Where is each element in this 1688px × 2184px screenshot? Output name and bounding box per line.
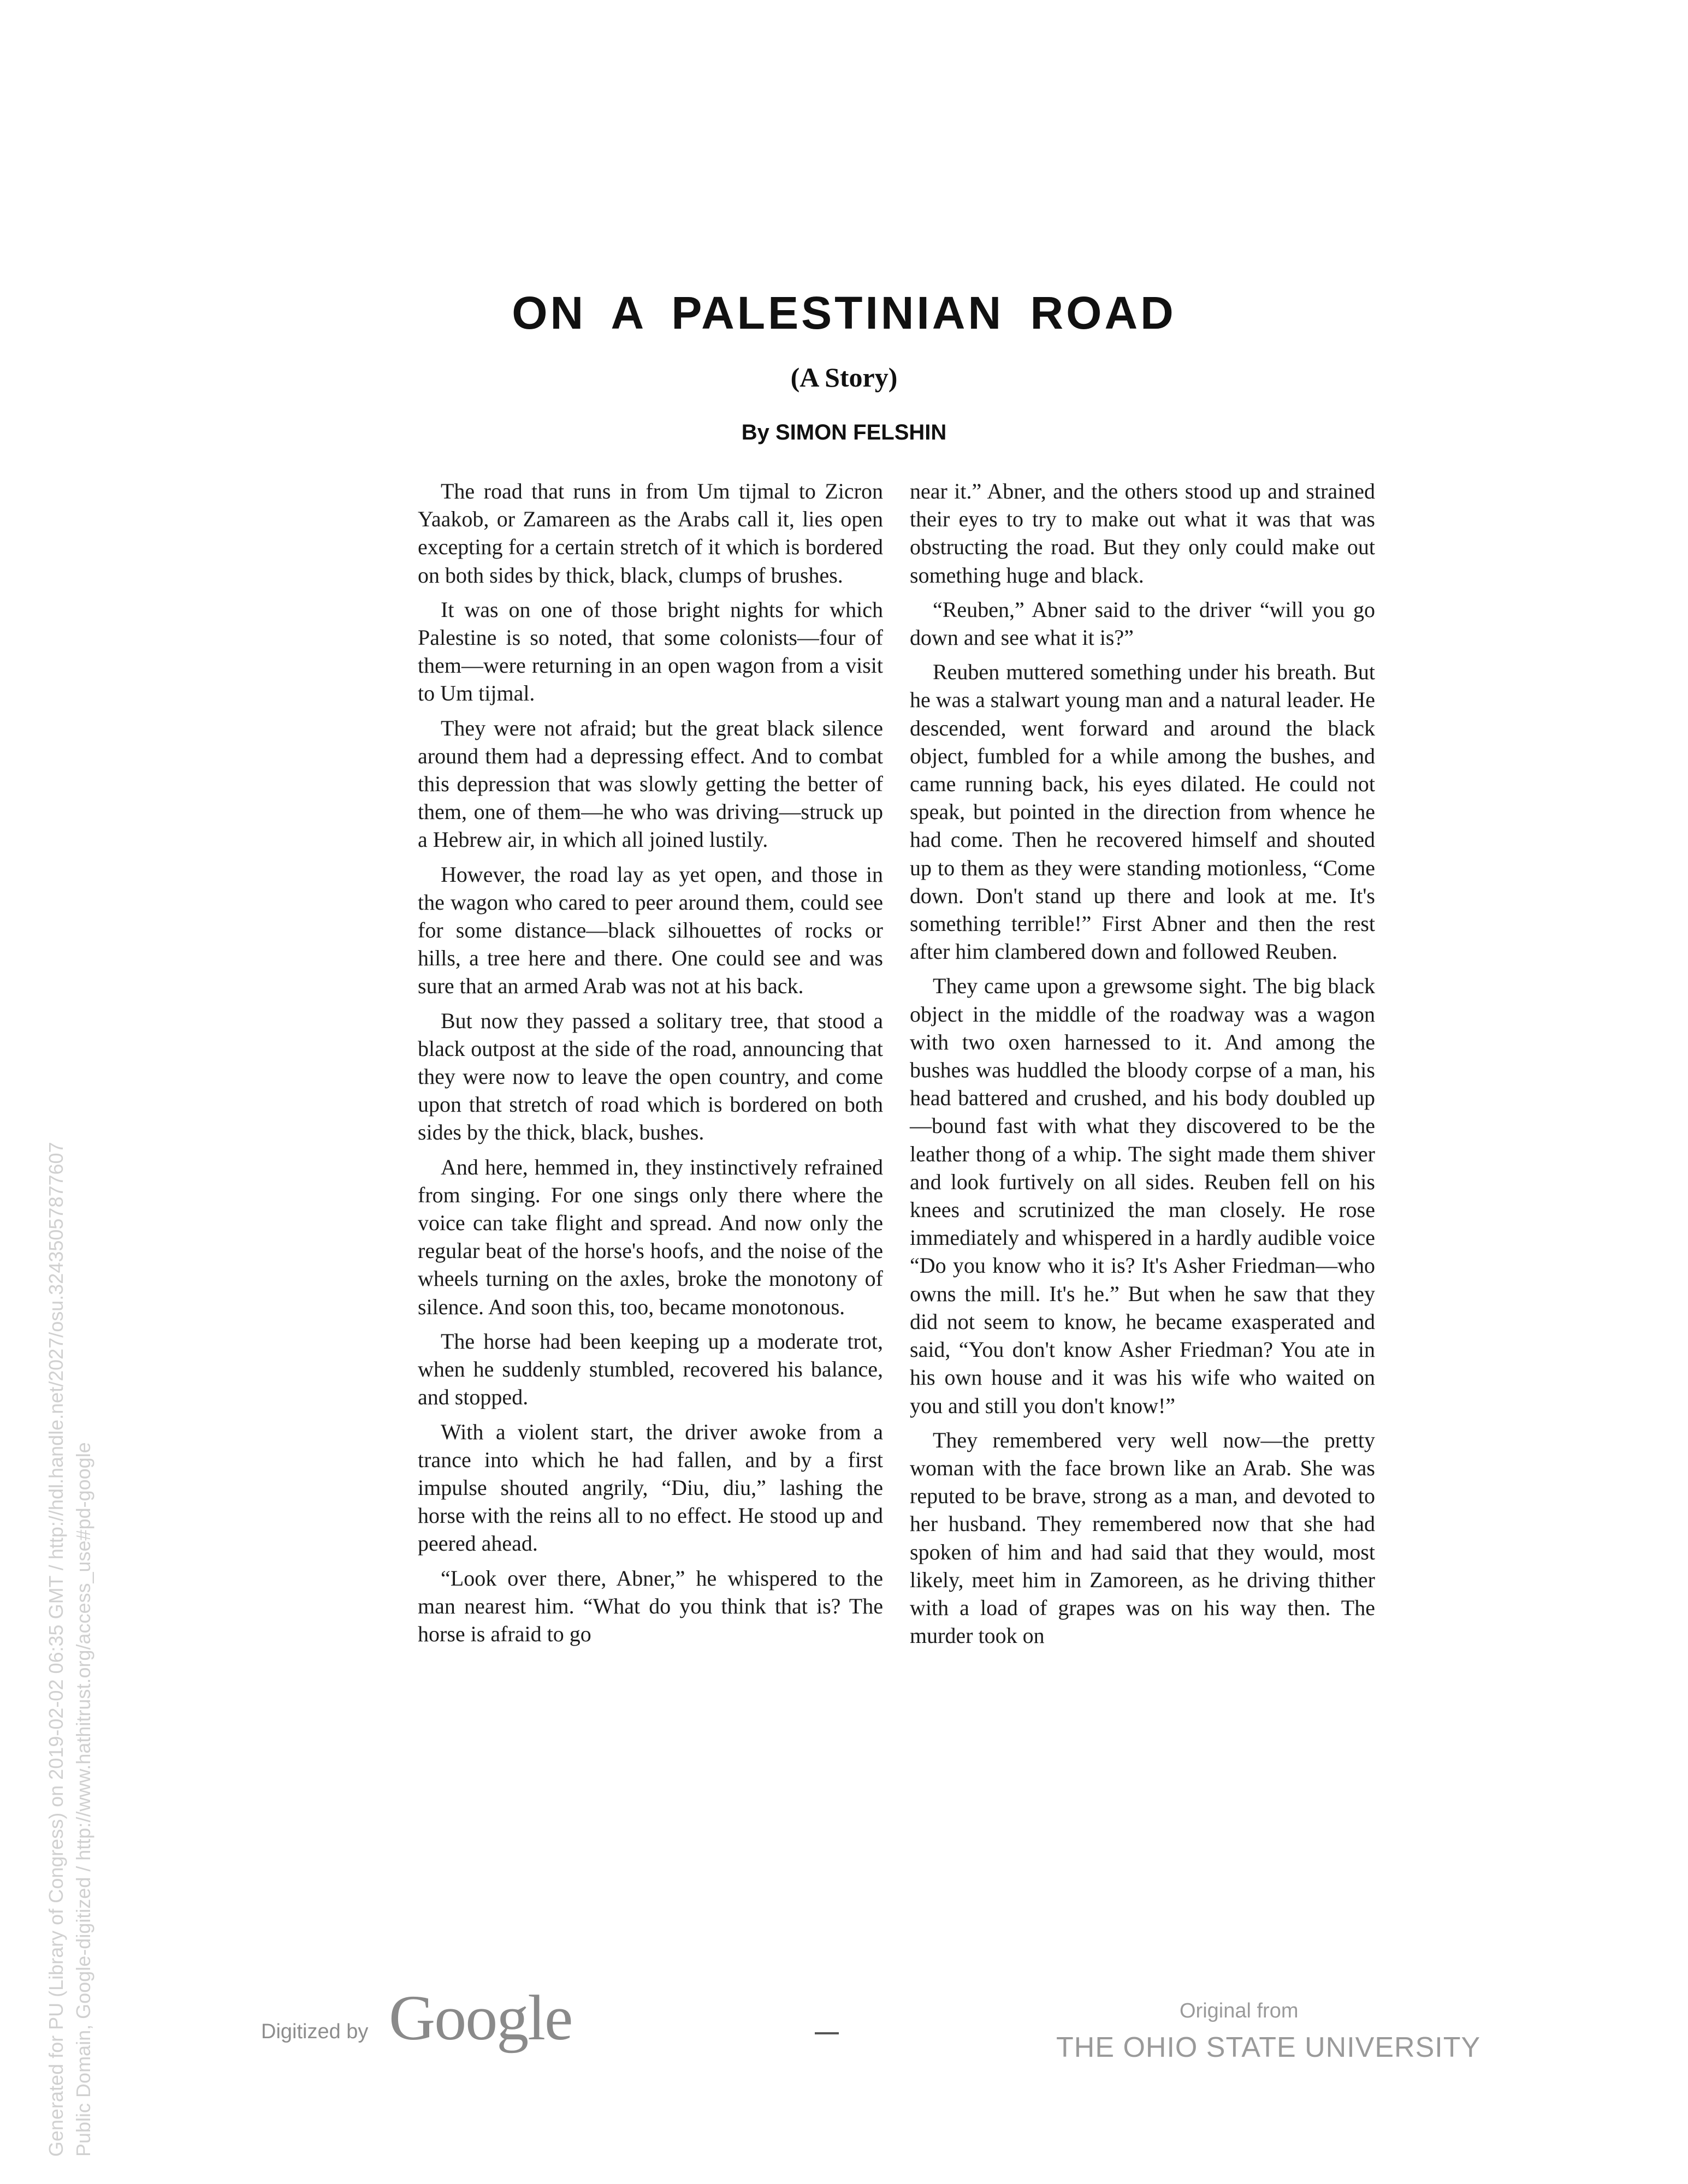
paragraph: They were not afraid; but the great black silence around them had a depressing effect. And to combat this depression that was slowly getting the better of them, one of them—he who was driving—struck up a Hebrew air, in which all joined lustily. xyxy=(418,715,883,852)
paragraph: They remembered very well now—the pretty woman with the face brown like an Arab. She was reputed to be brave, strong as a man, and devoted to her husband. They remembered now that she had spoken of him and had said that they would, most likely, meet him in Zamoreen, as he driving thither with a load of grapes was on his way then. The murder took on xyxy=(910,1427,1375,1648)
digitized-by-label: Digitized by xyxy=(261,2020,369,2043)
paragraph: “Reuben,” Abner said to the driver “will you go down and see what it is?” xyxy=(910,597,1375,650)
paragraph: “Look over there, Abner,” he whispered to the man nearest him. “What do you think that is? The horse is afraid to go xyxy=(418,1565,883,1646)
watermark-line-2: Public Domain, Google-digitized / http://www.hathitrust.org/access_use#pd-google xyxy=(72,1442,94,2157)
paragraph: The road that runs in from Um tijmal to Zicron Yaakob, or Zamareen as the Arabs call it, lies open excepting for a certain stretch of it which is bordered on both sides by thick, black, clumps of brushes. xyxy=(418,479,883,587)
original-from-label: Original from xyxy=(1180,1999,1299,2022)
paragraph: With a violent start, the driver awoke from a trance into which he had fallen, and by a first impulse shouted angrily, “Diu, diu,” lashing the horse with the reins all to no effect. He stood up and peered ahead. xyxy=(418,1419,883,1556)
paragraph: The horse had been keeping up a moderate trot, when he suddenly stumbled, recovered his balance, and stopped. xyxy=(418,1328,883,1410)
subtitle: (A Story) xyxy=(790,362,898,393)
paragraph: Reuben muttered something under his breath. But he was a stalwart young man and a natural leader. He descended, went forward and around the black object, fumbled for a while among the bushes, and came running back, his eyes dilated. He could not speak, but pointed in the direction from whence he had come. Then he recovered himself and shouted up to them as they were standing motionless, “Come down. Don't stand up there and look at me. It's something terrible!” First Abner and then the rest after him clambered down and followed Reuben. xyxy=(910,660,1375,964)
paragraph: But now they passed a solitary tree, that stood a black outpost at the side of the road, announcing that they were now to leave the open country, and come upon that stretch of road which is bordered on both sides by the thick, black, bushes. xyxy=(418,1008,883,1145)
paragraph-continuation: near it.” Abner, and the others stood up and strained their eyes to try to make out what it was that was obstructing the road. But they only could make out something huge and black. xyxy=(910,479,1375,587)
paragraph: They came upon a grewsome sight. The big black object in the middle of the roadway was a wagon with two oxen harnessed to it. And among the bushes was huddled the bloody corpse of a man, his head battered and crushed, and his body doubled up—bound fast with what they discovered to be the leather thong of a whip. The sight made them shiver and look furtively on all sides. Reuben fell on his knees and scrutinized the man closely. He rose immediately and whispered in a hardly audible voice “Do you know who it is? It's Asher Friedman—who owns the mill. It's he.” But when he saw that they did not seem to know, he became exasperated and said, “You don't know Asher Friedman? You ate in his own house and it was his wife who waited on you and still you don't know!” xyxy=(910,974,1375,1418)
byline: By SIMON FELSHIN xyxy=(741,420,947,444)
text-column-right xyxy=(910,477,1375,1656)
hathitrust-watermark xyxy=(43,846,97,2157)
paragraph: However, the road lay as yet open, and those in the wagon who cared to peer around them, could see for some distance—black silhouettes of rocks or hills, a tree here and there. One could see and was sure that an armed Arab was not at his back. xyxy=(418,862,883,999)
google-logo: Google xyxy=(389,1982,572,2054)
paragraph: And here, hemmed in, they instinctively refrained from singing. For one sings only there where the voice can take flight and spread. And now only the regular beat of the horse's hoofs, and the noise of the wheels turning on the axles, broke the monotony of silence. And soon this, too, became monotonous. xyxy=(418,1154,883,1319)
watermark-line-1: Generated for PU (Library of Congress) on 2019-02-02 06:35 GMT / http://hdl.handle.net/2027/osu.32435057877607 xyxy=(45,1142,67,2157)
text-column-left xyxy=(418,477,883,1654)
paragraph: It was on one of those bright nights for which Palestine is so noted, that some colonists—four of them—were returning in an open wagon from a visit to Um tijmal. xyxy=(418,597,883,706)
university-label: THE OHIO STATE UNIVERSITY xyxy=(1056,2032,1481,2063)
page-divider-mark xyxy=(815,2032,839,2034)
page-title: ON A PALESTINIAN ROAD xyxy=(512,287,1176,339)
